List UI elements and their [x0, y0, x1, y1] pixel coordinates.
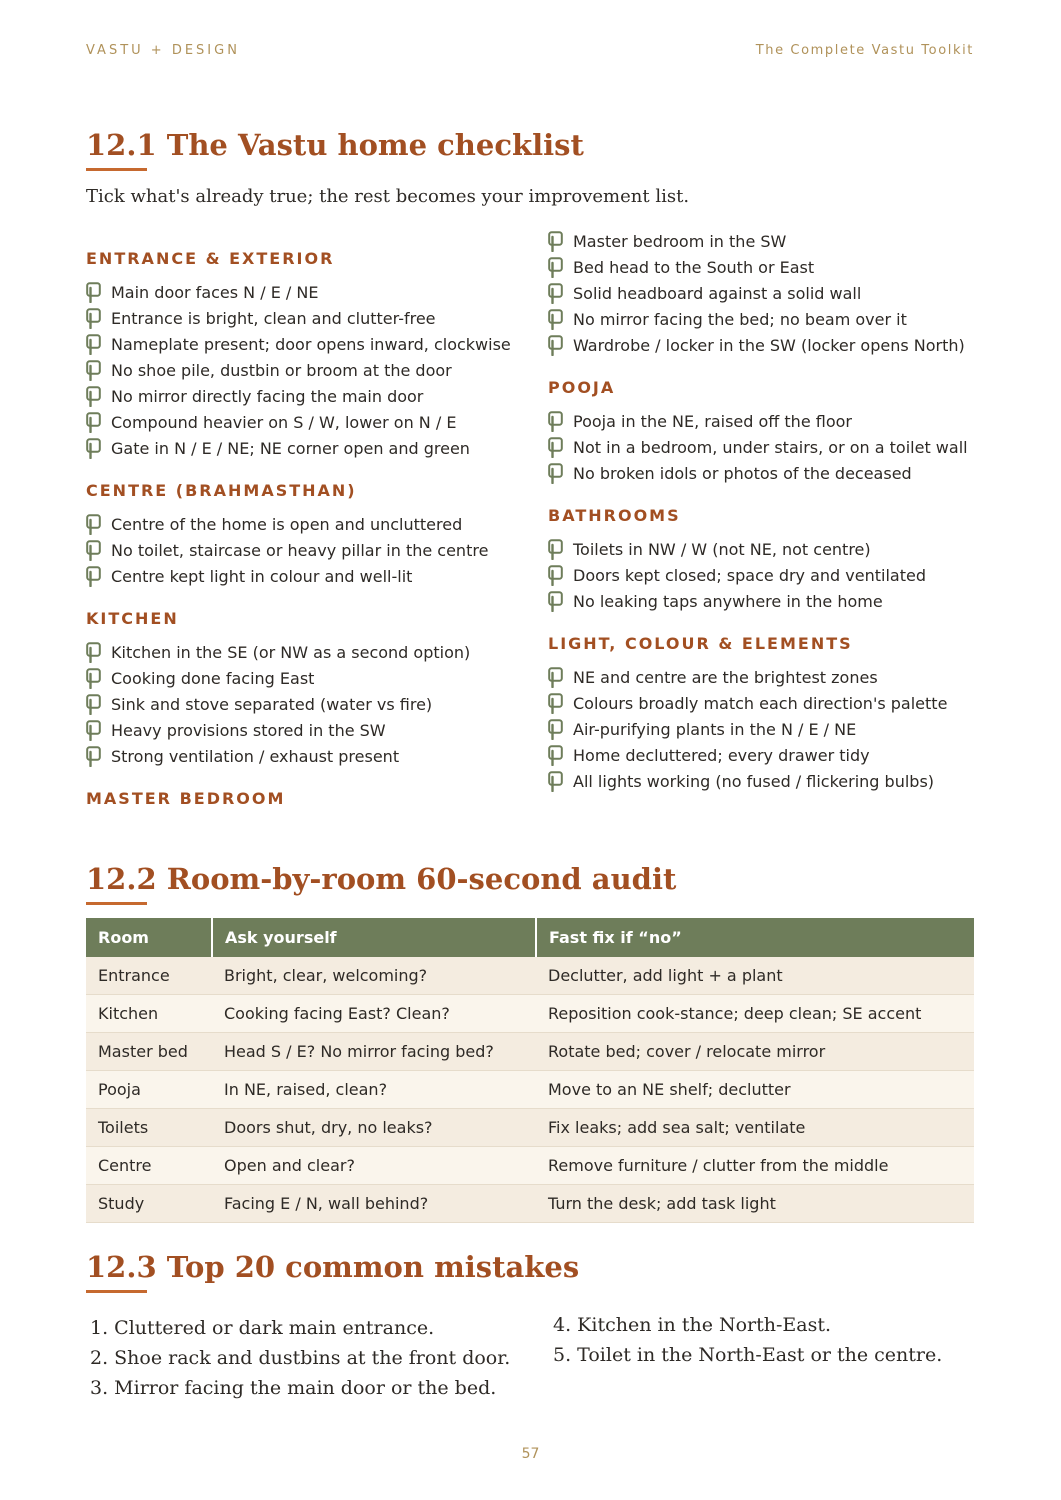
checklist-intro: Tick what's already true; the rest becomes your improvement list.	[86, 186, 690, 207]
category-heading: MASTER BEDROOM	[86, 789, 286, 808]
mistakes-list-right	[553, 1310, 942, 1370]
checkbox-icon[interactable]	[86, 308, 101, 329]
table-row	[86, 995, 974, 1033]
page-number: 57	[521, 1446, 540, 1462]
mistake-item: 1. Cluttered or dark main entrance.	[90, 1317, 435, 1339]
checkbox-icon[interactable]	[86, 334, 101, 355]
cell-room: Study	[86, 1185, 212, 1223]
checkbox-icon[interactable]	[548, 283, 563, 304]
checklist-item-label: Colours broadly match each direction's palette	[573, 693, 948, 713]
table-row	[86, 957, 974, 995]
checklist-group	[86, 639, 526, 769]
running-header-left: VASTU + DESIGN	[86, 43, 240, 58]
table-row	[86, 1071, 974, 1109]
checklist-item-label: Gate in N / E / NE; NE corner open and green	[111, 438, 470, 458]
mistake-item: 3. Mirror facing the main door or the bed.	[90, 1377, 497, 1399]
section-number: 12.2	[86, 862, 157, 896]
checklist-item-label: Main door faces N / E / NE	[111, 282, 319, 302]
checklist-item[interactable]	[548, 664, 988, 690]
checkbox-icon[interactable]	[86, 386, 101, 407]
checklist-item-label: No leaking taps anywhere in the home	[573, 591, 883, 611]
checkbox-icon[interactable]	[86, 438, 101, 459]
mistake-item: 4. Kitchen in the North-East.	[553, 1314, 832, 1336]
checklist-item-label: Master bedroom in the SW	[573, 231, 787, 251]
section-heading-12-1	[86, 128, 584, 162]
checklist-item-label: Cooking done facing East	[111, 668, 315, 688]
checkbox-icon[interactable]	[548, 771, 563, 792]
cell-room: Pooja	[86, 1071, 212, 1109]
cell-fix: Move to an NE shelf; declutter	[536, 1071, 974, 1109]
checklist-item[interactable]	[86, 331, 526, 357]
checklist-item-label: Centre of the home is open and uncluttered	[111, 514, 463, 534]
checkbox-icon[interactable]	[548, 591, 563, 612]
checklist-item[interactable]	[86, 743, 526, 769]
cell-fix: Rotate bed; cover / relocate mirror	[536, 1033, 974, 1071]
checkbox-icon[interactable]	[548, 745, 563, 766]
checklist-item-label: Centre kept light in colour and well-lit	[111, 566, 413, 586]
section-number: 12.1	[86, 128, 157, 162]
checkbox-icon[interactable]	[548, 335, 563, 356]
heading-underline	[86, 1290, 147, 1293]
cell-room: Master bed	[86, 1033, 212, 1071]
checklist-item[interactable]	[548, 716, 988, 742]
checkbox-icon[interactable]	[86, 668, 101, 689]
checklist-item[interactable]	[548, 332, 988, 358]
checklist-item[interactable]	[86, 383, 526, 409]
cell-room: Kitchen	[86, 995, 212, 1033]
cell-ask: In NE, raised, clean?	[212, 1071, 536, 1109]
checklist-item[interactable]	[86, 357, 526, 383]
checkbox-icon[interactable]	[548, 411, 563, 432]
checklist-item[interactable]	[86, 665, 526, 691]
table-row	[86, 1147, 974, 1185]
checklist-item-label: Air-purifying plants in the N / E / NE	[573, 719, 857, 739]
category-heading: LIGHT, COLOUR & ELEMENTS	[548, 634, 853, 653]
section-title: Top 20 common mistakes	[166, 1250, 580, 1284]
checklist-item-label: Pooja in the NE, raised off the floor	[573, 411, 852, 431]
checklist-item-label: NE and centre are the brightest zones	[573, 667, 878, 687]
section-number: 12.3	[86, 1250, 157, 1284]
section-title: The Vastu home checklist	[166, 128, 584, 162]
category-heading: CENTRE (BRAHMASTHAN)	[86, 481, 357, 500]
cell-room: Centre	[86, 1147, 212, 1185]
checkbox-icon[interactable]	[86, 642, 101, 663]
table-row	[86, 1109, 974, 1147]
checkbox-icon[interactable]	[548, 309, 563, 330]
category-heading: BATHROOMS	[548, 506, 681, 525]
checklist-item-label: Toilets in NW / W (not NE, not centre)	[573, 539, 871, 559]
checklist-item-label: Not in a bedroom, under stairs, or on a toilet wall	[573, 437, 968, 457]
table-row	[86, 1185, 974, 1223]
running-header-right: The Complete Vastu Toolkit	[755, 43, 974, 58]
cell-ask: Facing E / N, wall behind?	[212, 1185, 536, 1223]
column-header-room: Room	[86, 918, 212, 957]
cell-ask: Bright, clear, welcoming?	[212, 957, 536, 995]
checklist-item[interactable]	[548, 536, 988, 562]
category-heading: ENTRANCE & EXTERIOR	[86, 249, 335, 268]
mistake-item: 2. Shoe rack and dustbins at the front door.	[90, 1347, 511, 1369]
checklist-item[interactable]	[548, 690, 988, 716]
checklist-item-label: All lights working (no fused / flickering bulbs)	[573, 771, 935, 791]
checklist-item[interactable]	[86, 511, 526, 537]
audit-table	[86, 918, 974, 1223]
checklist-group	[86, 511, 526, 589]
checkbox-icon[interactable]	[548, 257, 563, 278]
checklist-item-label: Compound heavier on S / W, lower on N / E	[111, 412, 457, 432]
checklist-group	[548, 536, 988, 614]
cell-ask: Cooking facing East? Clean?	[212, 995, 536, 1033]
mistake-item: 5. Toilet in the North-East or the centre.	[553, 1344, 943, 1366]
checklist-item-label: No broken idols or photos of the deceased	[573, 463, 912, 483]
cell-fix: Turn the desk; add task light	[536, 1185, 974, 1223]
checkbox-icon[interactable]	[86, 746, 101, 767]
checklist-group	[548, 408, 988, 486]
checklist-item[interactable]	[86, 409, 526, 435]
checklist-item-label: Doors kept closed; space dry and ventilated	[573, 565, 926, 585]
checkbox-icon[interactable]	[86, 694, 101, 715]
column-header-ask: Ask yourself	[212, 918, 536, 957]
section-title: Room-by-room 60-second audit	[166, 862, 677, 896]
cell-fix: Declutter, add light + a plant	[536, 957, 974, 995]
checklist-item-label: No toilet, staircase or heavy pillar in the centre	[111, 540, 489, 560]
checklist-item[interactable]	[548, 228, 988, 254]
checklist-item-label: Sink and stove separated (water vs fire)	[111, 694, 433, 714]
mistakes-list-left	[90, 1313, 510, 1403]
checklist-item[interactable]	[548, 306, 988, 332]
checkbox-icon[interactable]	[86, 282, 101, 303]
checklist-item-label: No shoe pile, dustbin or broom at the door	[111, 360, 452, 380]
cell-fix: Fix leaks; add sea salt; ventilate	[536, 1109, 974, 1147]
checklist-item-label: Wardrobe / locker in the SW (locker opens North)	[573, 335, 965, 355]
heading-underline	[86, 902, 147, 905]
checklist-item-label: Bed head to the South or East	[573, 257, 815, 277]
checkbox-icon[interactable]	[86, 540, 101, 561]
checkbox-icon[interactable]	[548, 719, 563, 740]
checklist-item[interactable]	[86, 563, 526, 589]
checklist-item[interactable]	[548, 742, 988, 768]
checklist-item[interactable]	[86, 305, 526, 331]
checkbox-icon[interactable]	[548, 667, 563, 688]
column-header-fix: Fast fix if “no”	[536, 918, 974, 957]
cell-room: Toilets	[86, 1109, 212, 1147]
checkbox-icon[interactable]	[86, 720, 101, 741]
checkbox-icon[interactable]	[86, 412, 101, 433]
checklist-item[interactable]	[548, 562, 988, 588]
checklist-item-label: No mirror facing the bed; no beam over it	[573, 309, 907, 329]
checkbox-icon[interactable]	[548, 565, 563, 586]
category-heading: POOJA	[548, 378, 616, 397]
checkbox-icon[interactable]	[548, 437, 563, 458]
checklist-item[interactable]	[548, 768, 988, 794]
checkbox-icon[interactable]	[548, 231, 563, 252]
checklist-column-right	[548, 228, 988, 813]
checklist-item-label: Heavy provisions stored in the SW	[111, 720, 386, 740]
checklist-item-label: Entrance is bright, clean and clutter-free	[111, 308, 436, 328]
checkbox-icon[interactable]	[548, 539, 563, 560]
checklist-item[interactable]	[86, 691, 526, 717]
checklist-item-label: Nameplate present; door opens inward, clockwise	[111, 334, 511, 354]
checklist-item[interactable]	[548, 460, 988, 486]
checklist-item-label: No mirror directly facing the main door	[111, 386, 424, 406]
cell-ask: Open and clear?	[212, 1147, 536, 1185]
checklist-item-label: Kitchen in the SE (or NW as a second option)	[111, 642, 471, 662]
checkbox-icon[interactable]	[548, 693, 563, 714]
checklist-item[interactable]	[86, 639, 526, 665]
heading-underline	[86, 168, 147, 171]
checklist-item[interactable]	[548, 254, 988, 280]
checklist-item[interactable]	[86, 717, 526, 743]
checklist-item-label: Home decluttered; every drawer tidy	[573, 745, 870, 765]
checklist-item-label: Strong ventilation / exhaust present	[111, 746, 400, 766]
checklist-item[interactable]	[548, 434, 988, 460]
checkbox-icon[interactable]	[548, 463, 563, 484]
category-heading: KITCHEN	[86, 609, 179, 628]
checklist-group	[86, 279, 526, 461]
checklist-item[interactable]	[548, 408, 988, 434]
table-header-row	[86, 918, 974, 957]
cell-fix: Remove furniture / clutter from the middle	[536, 1147, 974, 1185]
checklist-group	[548, 228, 988, 358]
checklist-item[interactable]	[86, 279, 526, 305]
checkbox-icon[interactable]	[86, 566, 101, 587]
checkbox-icon[interactable]	[86, 360, 101, 381]
checklist-item[interactable]	[86, 537, 526, 563]
checkbox-icon[interactable]	[86, 514, 101, 535]
cell-fix: Reposition cook-stance; deep clean; SE accent	[536, 995, 974, 1033]
checklist-item[interactable]	[548, 588, 988, 614]
checklist-item[interactable]	[86, 435, 526, 461]
checklist-item[interactable]	[548, 280, 988, 306]
cell-ask: Head S / E? No mirror facing bed?	[212, 1033, 536, 1071]
table-row	[86, 1033, 974, 1071]
cell-room: Entrance	[86, 957, 212, 995]
cell-ask: Doors shut, dry, no leaks?	[212, 1109, 536, 1147]
section-heading-12-2	[86, 862, 676, 896]
checklist-group	[548, 664, 988, 794]
checklist-column-left	[86, 248, 526, 819]
section-heading-12-3	[86, 1250, 579, 1284]
checklist-item-label: Solid headboard against a solid wall	[573, 283, 862, 303]
